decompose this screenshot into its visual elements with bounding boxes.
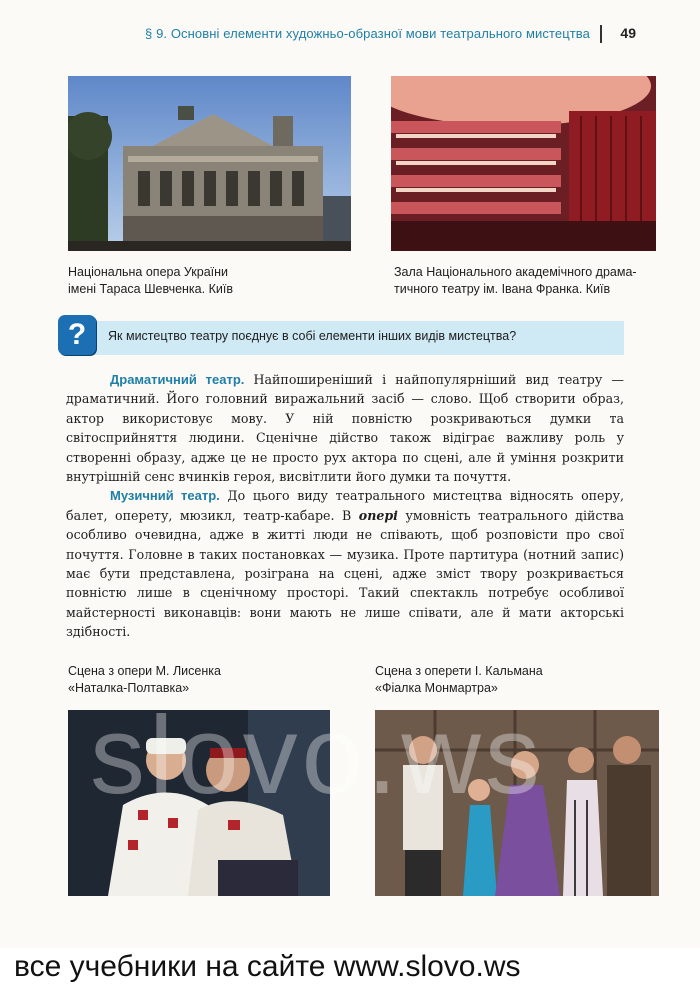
caption-kalman: Сцена з оперети І. Кальмана «Фіалка Монмартра» [375,664,543,695]
caption-natalka: Сцена з опери М. Лисенка «Наталка-Полтавка» [68,664,221,695]
question-box [58,315,624,360]
question-text: Як мистецтво театру поєднує в собі елементи інших видів мистецтва? [108,329,517,343]
page-header [100,22,660,46]
section-title: § 9. Основні елементи художньо-образної мови театрального мистецтва [145,26,590,41]
paragraph-drama: Драматичний театр. Найпоширеніший і найпопулярніший вид театру — драматичний. Його головний виражальний засіб — слово. Щоб створити образ, актор використовує мову. У ній повністю розкриваються думки та світосприйняття людини. Сценічне дійство також відіграє важливу роль у створенні образу, адже це не просто рух актора по сцені, але й уміння розкрити внутрішній сенс вчинків героя, висвітлити його думки та почуття. [66,372,624,485]
page-number: 49 [620,25,636,41]
photo-theatre-hall [391,76,656,251]
paragraph-music: Музичний театр. До цього виду театрального мистецтва відносять оперу, балет, оперету, мюзикл, театр-кабаре. В опері умовність театрального дійства особливо очевидна, адже в житті люди не співають, щоб розповісти про свої почуття. Головне в таких постановках — музика. Проте партитура (нотний запис) має бути представлена, розіграна на сцені, адже зміст твору розкривається повністю лише в сценічному просторі. Такий спектакль потребує особливої майстерності виконавців: вони мають не лише співати, але й мати акторські здібності. [66,488,624,640]
photo-opera-house [68,76,351,251]
caption-opera-house: Національна опера України імені Тараса Шевченка. Київ [68,265,233,296]
footer-text: все учебники на сайте www.slovo.ws [14,950,521,983]
watermark: slovo.ws [90,694,544,817]
term-drama-theatre: Драматичний театр. [110,372,245,387]
term-music-theatre: Музичний театр. [110,488,220,504]
footer-banner [0,948,700,990]
header-divider [600,25,602,43]
caption-theatre-hall: Зала Національного академічного драма- тичного театру ім. Івана Франка. Київ [394,265,637,296]
question-mark-icon: ? [58,315,96,355]
main-text [66,370,624,642]
